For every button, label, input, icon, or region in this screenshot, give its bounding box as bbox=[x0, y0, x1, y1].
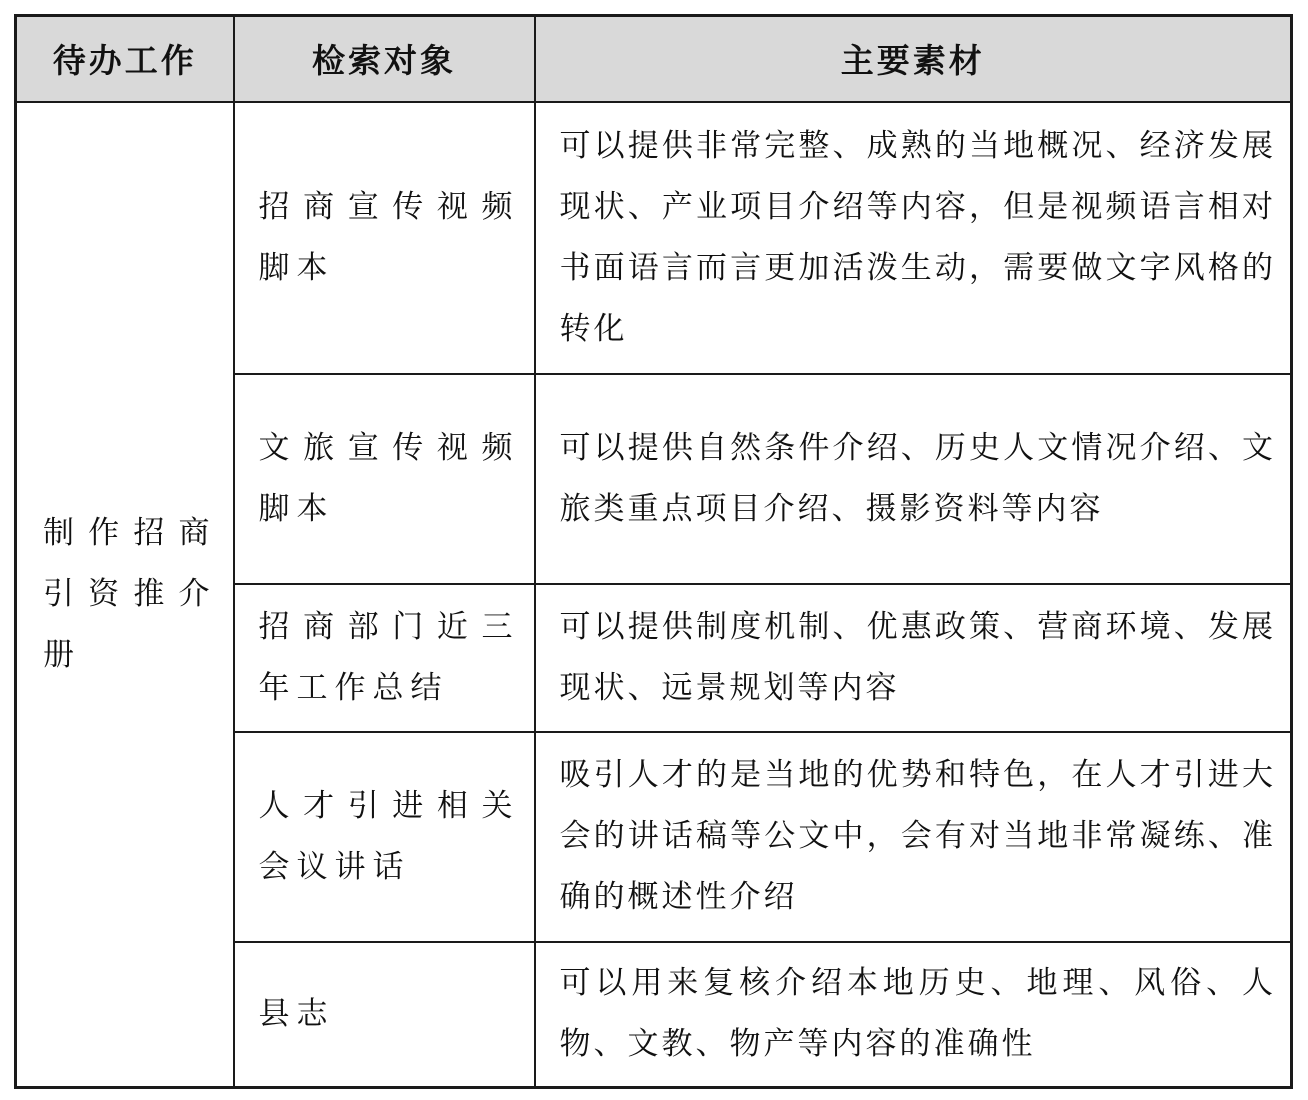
target-cell: 文旅宣传视频脚本 bbox=[234, 374, 535, 584]
target-cell: 人才引进相关会议讲话 bbox=[234, 732, 535, 942]
task-cell: 制作招商引资推介册 bbox=[16, 102, 234, 1088]
material-cell: 可以提供非常完整、成熟的当地概况、经济发展现状、产业项目介绍等内容，但是视频语言相对书面语言而言更加活泼生动，需要做文字风格的转化 bbox=[535, 102, 1292, 374]
target-cell: 招商宣传视频脚本 bbox=[234, 102, 535, 374]
header-target: 检索对象 bbox=[234, 16, 535, 102]
material-cell: 可以提供自然条件介绍、历史人文情况介绍、文旅类重点项目介绍、摄影资料等内容 bbox=[535, 374, 1292, 584]
material-cell: 可以提供制度机制、优惠政策、营商环境、发展现状、远景规划等内容 bbox=[535, 584, 1292, 732]
table-body bbox=[16, 102, 1292, 1088]
target-cell: 县志 bbox=[234, 942, 535, 1088]
header-task: 待办工作 bbox=[16, 16, 234, 102]
header-row bbox=[16, 16, 1292, 102]
target-cell: 招商部门近三年工作总结 bbox=[234, 584, 535, 732]
material-cell: 吸引人才的是当地的优势和特色，在人才引进大会的讲话稿等公文中，会有对当地非常凝练、准确的概述性介绍 bbox=[535, 732, 1292, 942]
header-material: 主要素材 bbox=[535, 16, 1292, 102]
material-table bbox=[14, 14, 1293, 1089]
document-page bbox=[14, 14, 1293, 1089]
material-cell: 可以用来复核介绍本地历史、地理、风俗、人物、文教、物产等内容的准确性 bbox=[535, 942, 1292, 1088]
table-header bbox=[16, 16, 1292, 102]
table-row bbox=[16, 102, 1292, 374]
